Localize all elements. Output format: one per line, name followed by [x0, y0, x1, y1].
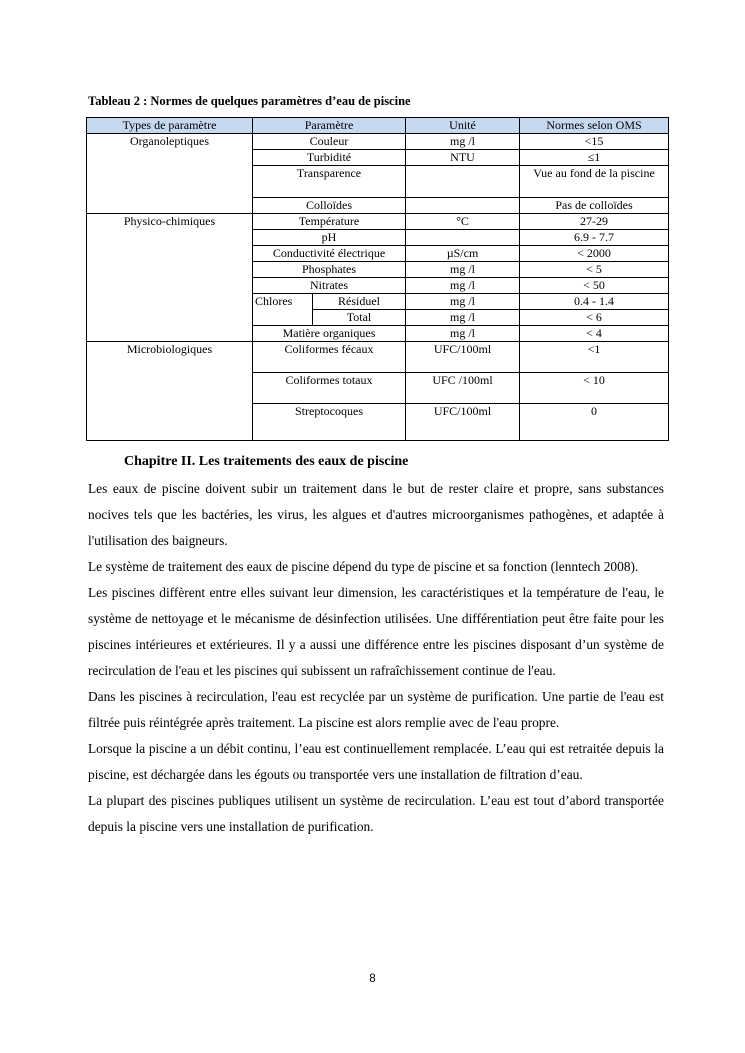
unit-cell: UFC/100ml — [406, 342, 520, 373]
unit-cell: NTU — [406, 150, 520, 166]
page-number: 8 — [369, 973, 376, 985]
paragraph: Lorsque la piscine a un débit continu, l’eau est continuellement remplacée. L’eau qui est retraitée depuis la piscine, est déchargée dans les égouts ou transportée vers une installation de filtration d’eau. — [88, 741, 664, 782]
paragraph: Les eaux de piscine doivent subir un traitement dans le but de rester claire et propre, sans substances nocives tels que les bactéries, les virus, les algues et d'autres microorganismes pathogènes, et adaptée à l'utilisation des baigneurs. — [88, 481, 664, 548]
norm-cell: < 50 — [520, 278, 669, 294]
paragraph: Le système de traitement des eaux de piscine dépend du type de piscine et sa fonction (lenntech 2008). — [88, 559, 639, 574]
paragraph: Dans les piscines à recirculation, l'eau est recyclée par un système de purification. Une partie de l'eau est filtrée puis réintégrée après traitement. La piscine est alors remplie avec de l'eau propre. — [88, 689, 664, 730]
param-cell: Transparence — [253, 166, 406, 198]
norm-cell: Vue au fond de la piscine — [520, 166, 669, 198]
unit-cell: UFC/100ml — [406, 404, 520, 441]
param-cell: Coliformes fécaux — [253, 342, 406, 373]
unit-cell — [406, 230, 520, 246]
norms-table — [86, 117, 669, 441]
unit-cell: mg /l — [406, 134, 520, 150]
param-cell: Couleur — [253, 134, 406, 150]
param-cell: Total — [313, 310, 406, 326]
chlores-label: Chlores — [253, 294, 313, 326]
paragraph: Les piscines diffèrent entre elles suivant leur dimension, les caractéristiques et la température de l'eau, le système de nettoyage et le mécanisme de désinfection utilisées. Une différentiation peut être faite pour les piscines intérieures et extérieures. Il y a aussi une différence entre les piscines disposant d’un système de recirculation de l'eau et les piscines qui subissent un rafraîchissement continue de l'eau. — [88, 585, 664, 678]
table-row — [87, 134, 669, 150]
unit-cell: mg /l — [406, 326, 520, 342]
param-cell: Coliformes totaux — [253, 373, 406, 404]
norm-cell: Pas de colloïdes — [520, 198, 669, 214]
norm-cell: 6.9 - 7.7 — [520, 230, 669, 246]
table-header-row — [87, 118, 669, 134]
unit-cell: µS/cm — [406, 246, 520, 262]
header-norms: Normes selon OMS — [520, 118, 669, 134]
group-microbiologiques: Microbiologiques — [87, 342, 253, 441]
unit-cell: °C — [406, 214, 520, 230]
group-organoleptiques: Organoleptiques — [87, 134, 253, 214]
norm-cell: <1 — [520, 342, 669, 373]
param-cell: Colloïdes — [253, 198, 406, 214]
param-cell: Température — [253, 214, 406, 230]
header-type: Types de paramètre — [87, 118, 253, 134]
unit-cell — [406, 198, 520, 214]
unit-cell: mg /l — [406, 294, 520, 310]
param-cell: Matière organiques — [253, 326, 406, 342]
norm-cell: <15 — [520, 134, 669, 150]
norm-cell: 0 — [520, 404, 669, 441]
unit-cell: mg /l — [406, 278, 520, 294]
norm-cell: < 5 — [520, 262, 669, 278]
unit-cell — [406, 166, 520, 198]
norm-cell: 0.4 - 1.4 — [520, 294, 669, 310]
header-parameter: Paramètre — [253, 118, 406, 134]
param-cell: Phosphates — [253, 262, 406, 278]
norm-cell: < 4 — [520, 326, 669, 342]
group-physico-chimiques: Physico-chimiques — [87, 214, 253, 342]
unit-cell: UFC /100ml — [406, 373, 520, 404]
param-cell: pH — [253, 230, 406, 246]
unit-cell: mg /l — [406, 310, 520, 326]
table-row — [87, 214, 669, 230]
table-row — [87, 342, 669, 373]
norm-cell: < 6 — [520, 310, 669, 326]
norm-cell: 27-29 — [520, 214, 669, 230]
norm-cell: < 2000 — [520, 246, 669, 262]
paragraph: La plupart des piscines publiques utilisent un système de recirculation. L’eau est tout d’abord transportée depuis la piscine vers une installation de purification. — [88, 793, 664, 834]
chapter-title: Chapitre II. Les traitements des eaux de piscine — [124, 454, 409, 469]
param-cell: Turbidité — [253, 150, 406, 166]
norm-cell: < 10 — [520, 373, 669, 404]
table-caption: Tableau 2 : Normes de quelques paramètres d’eau de piscine — [88, 94, 411, 108]
param-cell: Streptocoques — [253, 404, 406, 441]
param-cell: Nitrates — [253, 278, 406, 294]
header-unit: Unité — [406, 118, 520, 134]
norm-cell: ≤1 — [520, 150, 669, 166]
param-cell: Conductivité électrique — [253, 246, 406, 262]
param-cell: Résiduel — [313, 294, 406, 310]
body-text — [88, 476, 664, 840]
unit-cell: mg /l — [406, 262, 520, 278]
